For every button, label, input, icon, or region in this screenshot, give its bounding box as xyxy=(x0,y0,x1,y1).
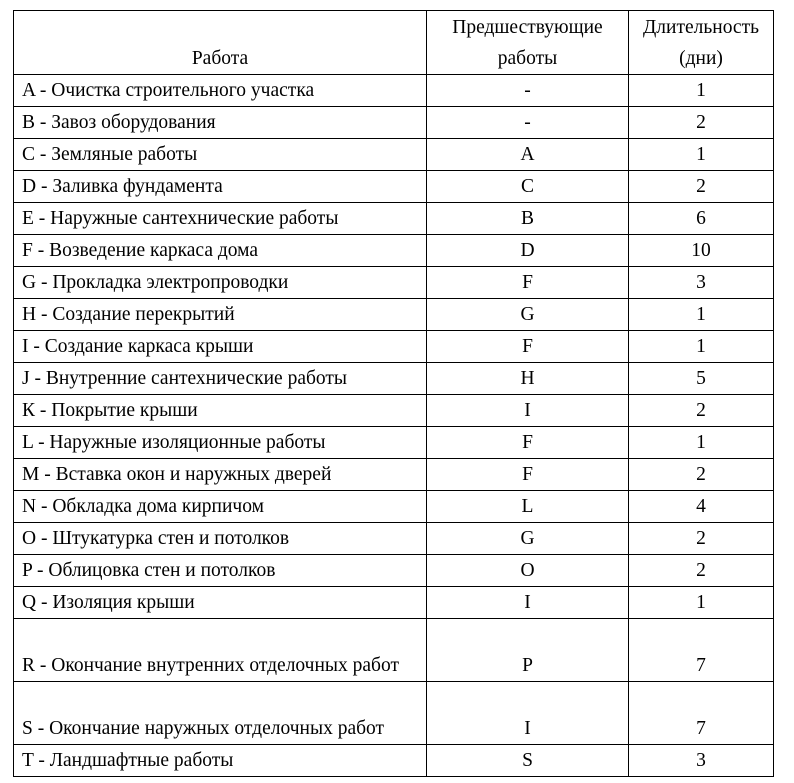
predecessor-cell: G xyxy=(427,523,629,555)
work-name-cell: T - Ландшафтные работы xyxy=(14,745,427,777)
duration-cell: 1 xyxy=(629,139,774,171)
predecessor-cell: F xyxy=(427,459,629,491)
predecessor-cell: - xyxy=(427,107,629,139)
header-duration: Длительность (дни) xyxy=(629,11,774,75)
predecessor-cell: I xyxy=(427,682,629,745)
predecessor-cell: F xyxy=(427,331,629,363)
predecessor-cell: I xyxy=(427,587,629,619)
table-row xyxy=(14,587,774,619)
duration-cell: 2 xyxy=(629,171,774,203)
duration-cell: 3 xyxy=(629,745,774,777)
duration-cell: 2 xyxy=(629,523,774,555)
predecessor-cell: - xyxy=(427,75,629,107)
predecessor-cell: O xyxy=(427,555,629,587)
predecessor-cell: B xyxy=(427,203,629,235)
predecessor-cell: C xyxy=(427,171,629,203)
table-row xyxy=(14,745,774,777)
work-name-cell: N - Обкладка дома кирпичом xyxy=(14,491,427,523)
table-row xyxy=(14,299,774,331)
work-name-cell: M - Вставка окон и наружных дверей xyxy=(14,459,427,491)
table-row xyxy=(14,267,774,299)
duration-cell: 1 xyxy=(629,75,774,107)
predecessor-cell: G xyxy=(427,299,629,331)
predecessor-cell: H xyxy=(427,363,629,395)
table-row xyxy=(14,682,774,745)
work-name-cell: C - Земляные работы xyxy=(14,139,427,171)
work-schedule-table xyxy=(13,10,774,777)
table-row xyxy=(14,203,774,235)
table-row xyxy=(14,491,774,523)
table-body xyxy=(14,75,774,777)
duration-cell: 1 xyxy=(629,587,774,619)
table-row xyxy=(14,395,774,427)
predecessor-cell: P xyxy=(427,619,629,682)
work-name-cell: L - Наружные изоляционные работы xyxy=(14,427,427,459)
work-name-cell: P - Облицовка стен и потолков xyxy=(14,555,427,587)
table-row xyxy=(14,171,774,203)
work-name-cell: F - Возведение каркаса дома xyxy=(14,235,427,267)
table-row xyxy=(14,427,774,459)
table-row xyxy=(14,523,774,555)
table-row xyxy=(14,619,774,682)
table-header-row xyxy=(14,11,774,75)
duration-cell: 2 xyxy=(629,459,774,491)
table-row xyxy=(14,235,774,267)
predecessor-cell: A xyxy=(427,139,629,171)
work-name-cell: J - Внутренние сантехнические работы xyxy=(14,363,427,395)
work-name-cell: B - Завоз оборудования xyxy=(14,107,427,139)
duration-cell: 6 xyxy=(629,203,774,235)
work-name-cell: Q - Изоляция крыши xyxy=(14,587,427,619)
duration-cell: 5 xyxy=(629,363,774,395)
work-name-cell: E - Наружные сантехнические работы xyxy=(14,203,427,235)
table-row xyxy=(14,363,774,395)
work-name-cell: A - Очистка строительного участка xyxy=(14,75,427,107)
duration-cell: 10 xyxy=(629,235,774,267)
table-row xyxy=(14,555,774,587)
duration-cell: 4 xyxy=(629,491,774,523)
predecessor-cell: I xyxy=(427,395,629,427)
table-row xyxy=(14,107,774,139)
predecessor-cell: S xyxy=(427,745,629,777)
duration-cell: 1 xyxy=(629,427,774,459)
table-row xyxy=(14,459,774,491)
duration-cell: 7 xyxy=(629,682,774,745)
work-name-cell: G - Прокладка электропроводки xyxy=(14,267,427,299)
work-name-cell: S - Окончание наружных отделочных работ xyxy=(14,682,427,745)
work-name-cell: I - Создание каркаса крыши xyxy=(14,331,427,363)
work-name-cell: O - Штукатурка стен и потолков xyxy=(14,523,427,555)
table-row xyxy=(14,75,774,107)
duration-cell: 7 xyxy=(629,619,774,682)
duration-cell: 1 xyxy=(629,331,774,363)
predecessor-cell: F xyxy=(427,267,629,299)
predecessor-cell: L xyxy=(427,491,629,523)
work-name-cell: D - Заливка фундамента xyxy=(14,171,427,203)
predecessor-cell: F xyxy=(427,427,629,459)
header-predecessors: Предшествующие работы xyxy=(427,11,629,75)
table-row xyxy=(14,331,774,363)
header-work: Работа xyxy=(14,11,427,75)
work-name-cell: К - Покрытие крыши xyxy=(14,395,427,427)
duration-cell: 1 xyxy=(629,299,774,331)
duration-cell: 3 xyxy=(629,267,774,299)
work-name-cell: R - Окончание внутренних отделочных работ xyxy=(14,619,427,682)
table-row xyxy=(14,139,774,171)
duration-cell: 2 xyxy=(629,555,774,587)
duration-cell: 2 xyxy=(629,395,774,427)
predecessor-cell: D xyxy=(427,235,629,267)
work-name-cell: H - Создание перекрытий xyxy=(14,299,427,331)
duration-cell: 2 xyxy=(629,107,774,139)
